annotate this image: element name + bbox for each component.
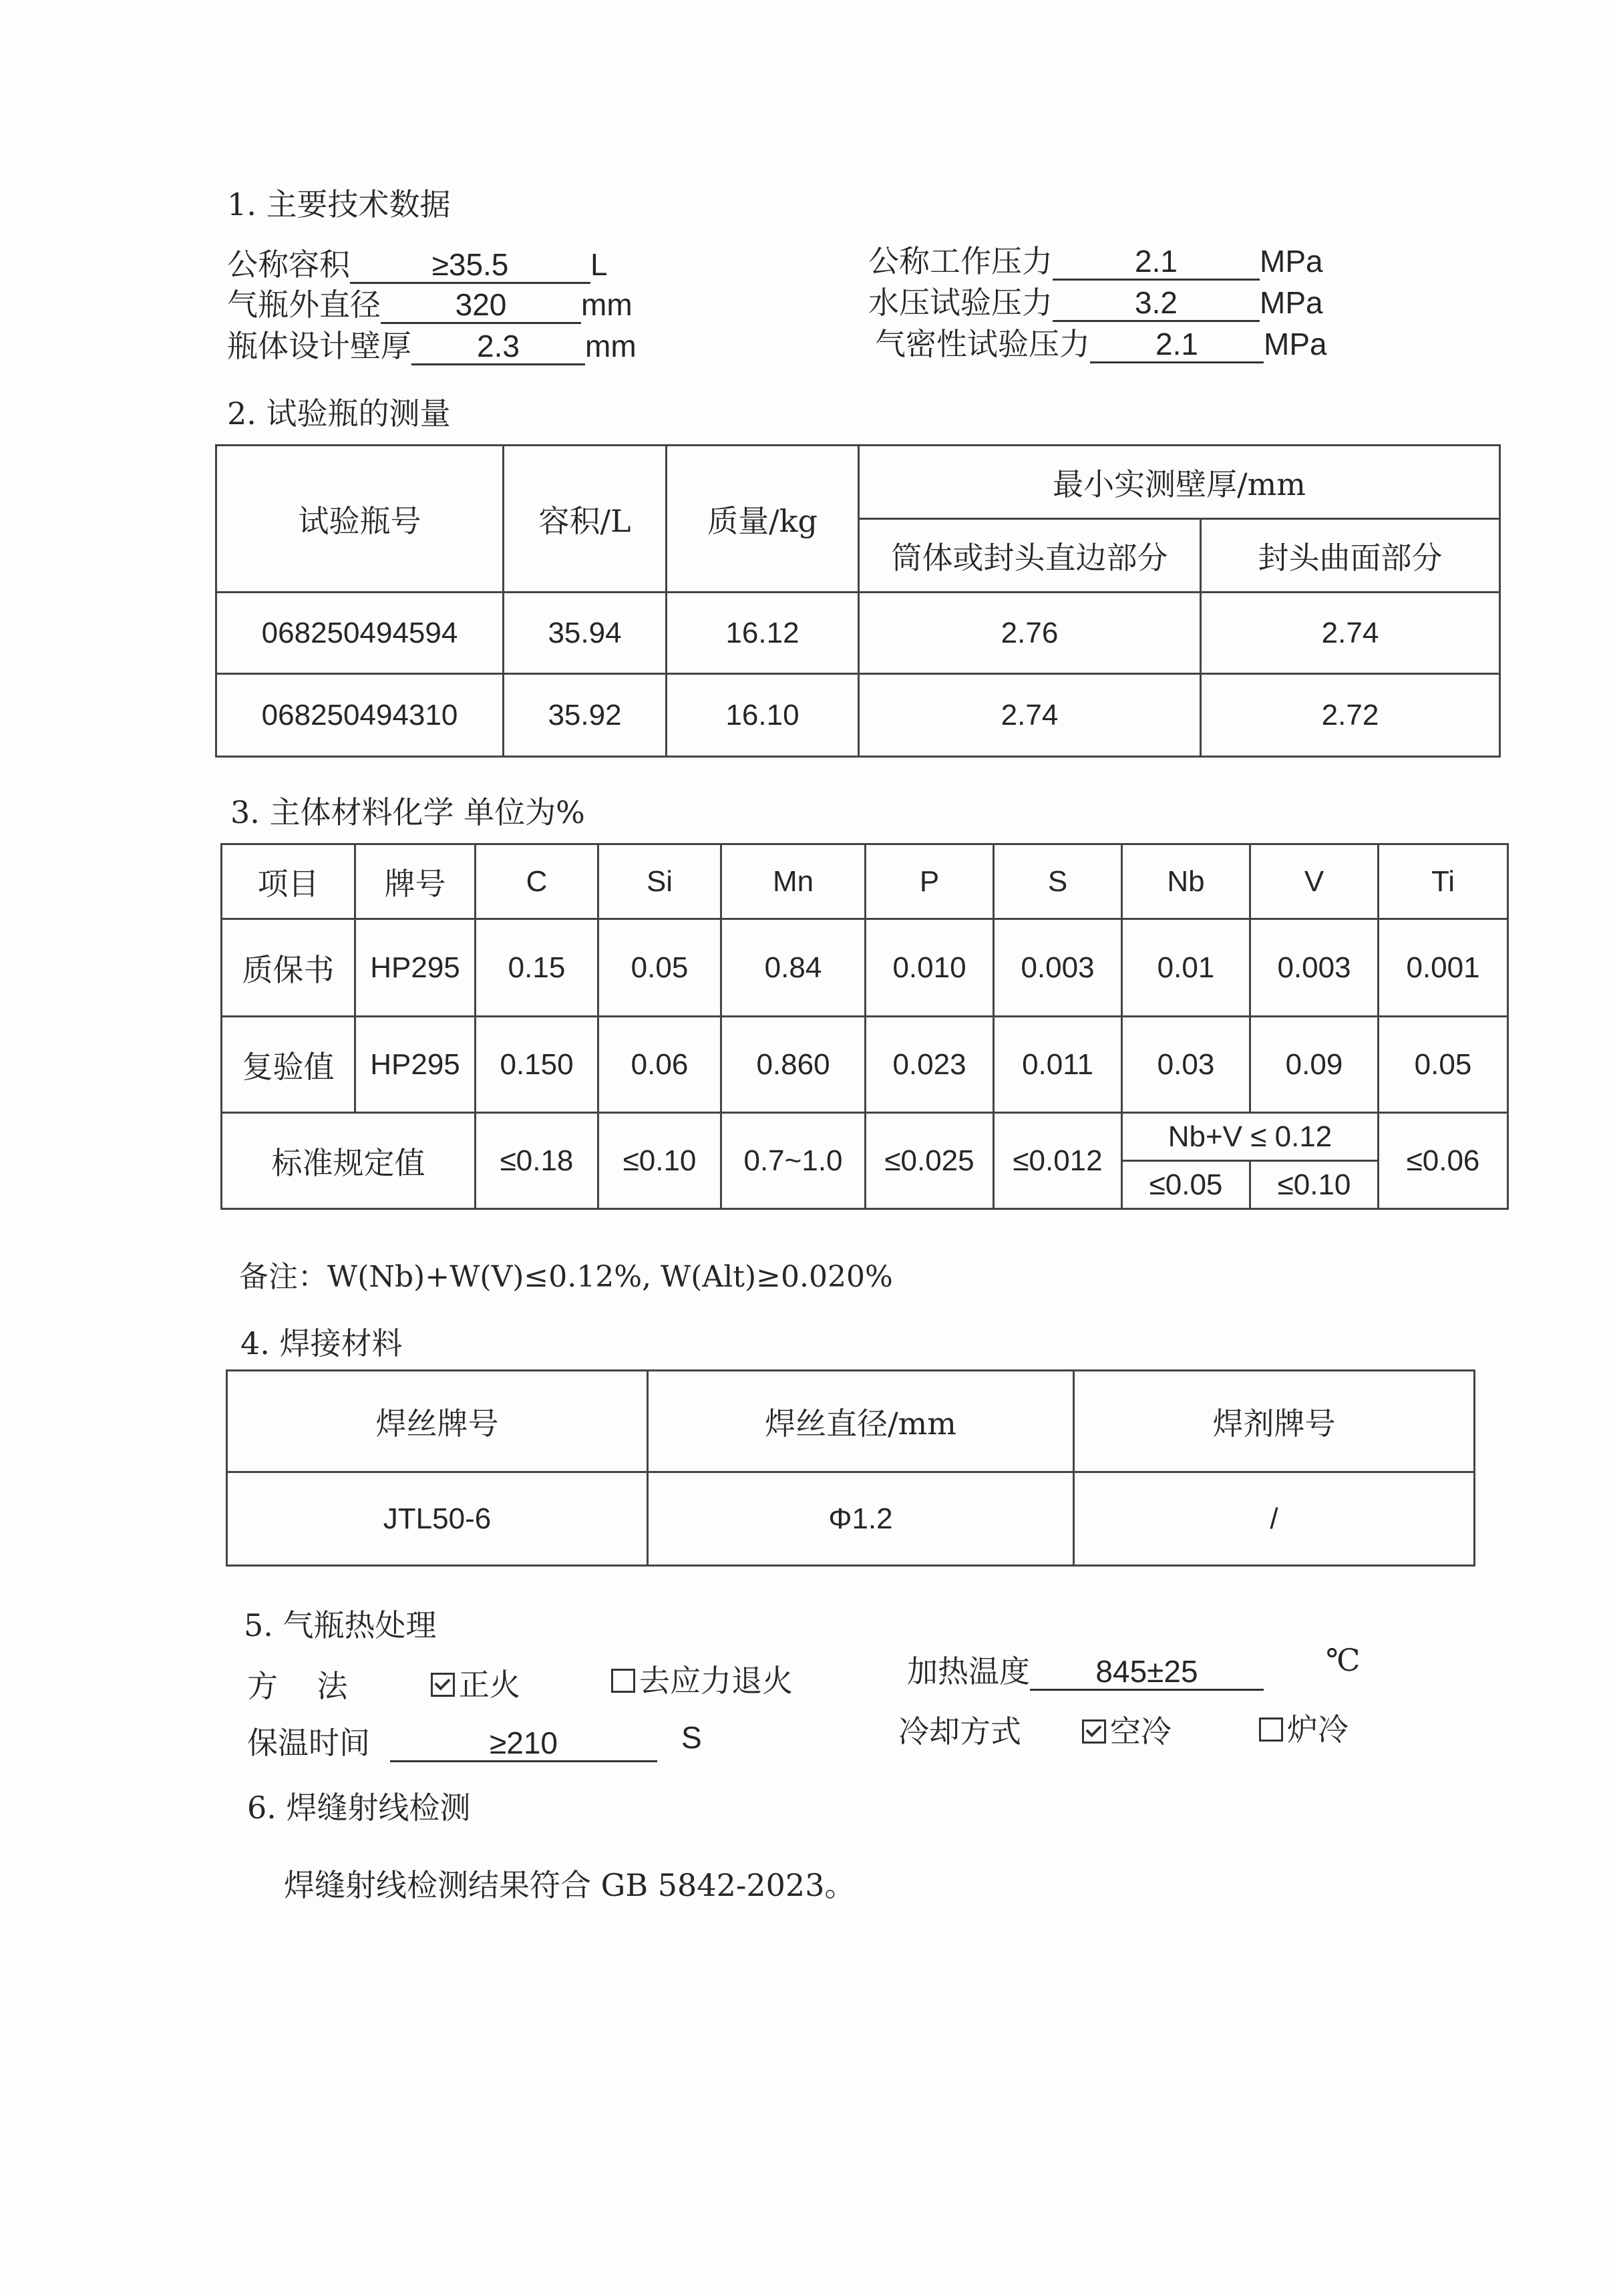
- air-cool-label: 空冷: [1110, 1713, 1172, 1750]
- flux-cell: /: [1074, 1472, 1475, 1566]
- std-nb-v: Nb+V ≤ 0.12: [1122, 1113, 1379, 1161]
- s-cell: 0.011: [994, 1017, 1122, 1113]
- section-5-title: 5. 气瓶热处理: [244, 1607, 437, 1643]
- air-pressure-label: 气密性试验压力: [875, 326, 1090, 362]
- volume-value: ≥35.5: [350, 248, 590, 284]
- table-row: [222, 1017, 1508, 1113]
- header-p: P: [866, 844, 994, 919]
- hold-time-value: ≥210: [390, 1726, 657, 1762]
- row-label: 质保书: [222, 919, 355, 1017]
- bottle-straight: 2.74: [859, 674, 1201, 757]
- s-cell: 0.003: [994, 919, 1122, 1017]
- section-2-title: 2. 试验瓶的测量: [227, 395, 451, 432]
- header-volume: 容积/L: [504, 446, 667, 593]
- wire-cell: JTL50-6: [227, 1472, 648, 1566]
- bottle-volume: 35.92: [504, 674, 667, 757]
- wall-field: [227, 322, 637, 366]
- header-nb: Nb: [1122, 844, 1250, 919]
- si-cell: 0.05: [598, 919, 721, 1017]
- table-row: [227, 1472, 1475, 1566]
- unchecked-checkbox-icon[interactable]: [611, 1669, 635, 1693]
- work-pressure-field: [868, 237, 1323, 281]
- diameter-label: 气瓶外直径: [227, 287, 381, 323]
- diameter-field: [227, 281, 633, 325]
- volume-label: 公称容积: [227, 247, 350, 283]
- nb-cell: 0.01: [1122, 919, 1250, 1017]
- std-s: ≤0.012: [994, 1113, 1122, 1209]
- std-c: ≤0.18: [476, 1113, 598, 1209]
- normalize-option[interactable]: [431, 1661, 520, 1705]
- mn-cell: 0.860: [721, 1017, 866, 1113]
- wall-value: 2.3: [411, 329, 585, 365]
- heating-temp-field: [907, 1647, 1264, 1691]
- air-pressure-value: 2.1: [1090, 327, 1264, 363]
- header-straight: 筒体或封头直边部分: [859, 519, 1201, 593]
- std-p: ≤0.025: [866, 1113, 994, 1209]
- header-mass: 质量/kg: [667, 446, 859, 593]
- hydro-pressure-label: 水压试验压力: [868, 285, 1053, 321]
- header-bottle-no: 试验瓶号: [216, 446, 504, 593]
- bottle-no: 068250494310: [216, 674, 504, 757]
- v-cell: 0.003: [1250, 919, 1379, 1017]
- wire-diameter-cell: Φ1.2: [648, 1472, 1074, 1566]
- normalize-label: 正火: [459, 1667, 520, 1703]
- volume-unit: L: [590, 247, 608, 282]
- std-ti: ≤0.06: [1379, 1113, 1508, 1209]
- std-nb: ≤0.05: [1122, 1161, 1250, 1209]
- header-c: C: [476, 844, 598, 919]
- grade-cell: HP295: [355, 919, 476, 1017]
- furnace-cool-option[interactable]: [1259, 1705, 1349, 1750]
- heating-temp-value: 845±25: [1030, 1655, 1264, 1691]
- hold-time-field: [247, 1719, 657, 1763]
- furnace-cool-label: 炉冷: [1287, 1711, 1349, 1748]
- bottle-curved: 2.72: [1201, 674, 1500, 757]
- header-s: S: [994, 844, 1122, 919]
- work-pressure-unit: MPa: [1260, 244, 1323, 279]
- heating-temp-label: 加热温度: [907, 1653, 1030, 1689]
- bottle-mass: 16.10: [667, 674, 859, 757]
- std-si: ≤0.10: [598, 1113, 721, 1209]
- p-cell: 0.023: [866, 1017, 994, 1113]
- work-pressure-value: 2.1: [1053, 244, 1260, 281]
- hold-time-unit: S: [681, 1720, 702, 1755]
- bottle-mass: 16.12: [667, 593, 859, 674]
- c-cell: 0.150: [476, 1017, 598, 1113]
- header-mn: Mn: [721, 844, 866, 919]
- method-label: 方 法: [247, 1668, 348, 1704]
- unchecked-checkbox-icon[interactable]: [1259, 1717, 1283, 1742]
- cooling-label: 冷却方式: [898, 1713, 1021, 1750]
- hydro-pressure-value: 3.2: [1053, 286, 1260, 322]
- mn-cell: 0.84: [721, 919, 866, 1017]
- section-6-title: 6. 焊缝射线检测: [247, 1790, 471, 1826]
- table-row: [216, 593, 1500, 674]
- header-min-wall: 最小实测壁厚/mm: [859, 446, 1500, 519]
- nb-cell: 0.03: [1122, 1017, 1250, 1113]
- table-row: [222, 919, 1508, 1017]
- checked-checkbox-icon[interactable]: [431, 1673, 455, 1697]
- bottle-no: 068250494594: [216, 593, 504, 674]
- bottle-measurement-table: [215, 444, 1501, 758]
- checked-checkbox-icon[interactable]: [1082, 1719, 1106, 1744]
- radiographic-result: 焊缝射线检测结果符合 GB 5842-2023。: [284, 1867, 856, 1903]
- row-label: 复验值: [222, 1017, 355, 1113]
- header-ti: Ti: [1379, 844, 1508, 919]
- air-pressure-field: [875, 320, 1327, 364]
- header-flux: 焊剂牌号: [1074, 1371, 1475, 1472]
- standard-label: 标准规定值: [222, 1113, 476, 1209]
- bottle-straight: 2.76: [859, 593, 1201, 674]
- bottle-curved: 2.74: [1201, 593, 1500, 674]
- chemistry-table: [220, 843, 1509, 1210]
- heating-temp-unit: ℃: [1326, 1642, 1361, 1678]
- wall-label: 瓶体设计壁厚: [227, 328, 411, 364]
- si-cell: 0.06: [598, 1017, 721, 1113]
- welding-material-table: [226, 1369, 1475, 1567]
- work-pressure-label: 公称工作压力: [868, 243, 1053, 279]
- std-v: ≤0.10: [1250, 1161, 1379, 1209]
- v-cell: 0.09: [1250, 1017, 1379, 1113]
- ti-cell: 0.05: [1379, 1017, 1508, 1113]
- ti-cell: 0.001: [1379, 919, 1508, 1017]
- c-cell: 0.15: [476, 919, 598, 1017]
- air-pressure-unit: MPa: [1264, 327, 1327, 361]
- standard-row: [222, 1113, 1508, 1161]
- header-grade: 牌号: [355, 844, 476, 919]
- volume-field: [227, 240, 608, 285]
- std-mn: 0.7~1.0: [721, 1113, 866, 1209]
- hold-time-label: 保温时间: [247, 1725, 370, 1761]
- header-si: Si: [598, 844, 721, 919]
- header-wire-diameter: 焊丝直径/mm: [648, 1371, 1074, 1472]
- diameter-value: 320: [381, 288, 581, 324]
- hydro-pressure-field: [868, 279, 1323, 323]
- diameter-unit: mm: [581, 287, 633, 322]
- section-4-title: 4. 焊接材料: [240, 1325, 403, 1361]
- chemistry-note: 备注：W(Nb)+W(V)≤0.12%, W(Alt)≥0.020%: [239, 1260, 893, 1294]
- air-cool-option[interactable]: [1082, 1707, 1172, 1752]
- header-wire: 焊丝牌号: [227, 1371, 648, 1472]
- section-1-title: 1. 主要技术数据: [227, 186, 451, 222]
- p-cell: 0.010: [866, 919, 994, 1017]
- hydro-pressure-unit: MPa: [1260, 285, 1323, 320]
- grade-cell: HP295: [355, 1017, 476, 1113]
- stress-relief-label: 去应力退火: [639, 1663, 793, 1699]
- wall-unit: mm: [585, 329, 637, 363]
- stress-relief-option[interactable]: [611, 1657, 793, 1701]
- table-row: [216, 674, 1500, 757]
- header-v: V: [1250, 844, 1379, 919]
- header-curved: 封头曲面部分: [1201, 519, 1500, 593]
- header-item: 项目: [222, 844, 355, 919]
- section-3-title: 3. 主体材料化学 单位为%: [230, 794, 585, 830]
- bottle-volume: 35.94: [504, 593, 667, 674]
